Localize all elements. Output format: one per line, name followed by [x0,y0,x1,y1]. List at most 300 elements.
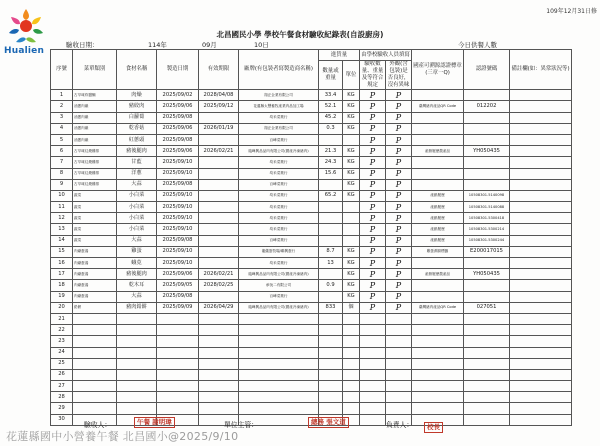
row-check-qty: P [360,101,386,112]
row-empty-cell [343,336,360,347]
row-origin: 產銷履歷 [412,190,464,201]
row-check-appearance: P [386,258,412,269]
row-origin [412,90,464,101]
date-label: 驗收日期： [66,41,99,49]
row-category: 鉛餅 [73,302,117,313]
row-mfg-date: 2025/09/10 [157,246,199,257]
table-row [51,369,572,380]
row-category: 蔬菜 [73,224,117,235]
row-qty: 8.7 [319,246,343,257]
table-row [51,134,572,145]
row-exp-date: 2026/02/21 [199,269,239,280]
table-row [51,258,572,269]
row-empty-cell [73,313,117,324]
row-exp-date [199,157,239,168]
row-exp-date [199,258,239,269]
table-row [51,246,572,257]
row-empty-cell [343,347,360,358]
row-empty-cell [386,381,412,392]
row-empty-cell [73,358,117,369]
row-note [510,269,572,280]
row-qty: 13 [319,258,343,269]
row-empty-cell [319,313,343,324]
row-cert [464,168,510,179]
row-empty-cell [239,336,319,347]
row-cert [464,134,510,145]
row-seq: 1 [51,90,73,101]
row-origin: 雞蛋溯源標籤 [412,246,464,257]
row-check-qty: P [360,235,386,246]
row-empty-cell [239,313,319,324]
row-ingredient: 乾香菇 [117,123,157,134]
row-check-qty: P [360,157,386,168]
row-unit: KG [343,269,360,280]
row-exp-date [199,168,239,179]
row-empty-cell [117,313,157,324]
row-origin: 產銷履歷 [412,224,464,235]
row-empty-cell [510,414,572,425]
row-ingredient: 雞蛋 [117,246,157,257]
row-empty-cell [510,392,572,403]
header-mfg-date: 製造日期 [157,50,199,90]
row-vendor: 均禾菜菓行 [239,202,319,213]
row-ingredient: 豬後腿肉 [117,146,157,157]
row-empty-cell [157,313,199,324]
row-empty-cell [239,403,319,414]
row-mfg-date: 2025/09/05 [157,280,199,291]
row-empty-cell [464,403,510,414]
row-empty-cell [117,392,157,403]
row-empty-cell [199,313,239,324]
table-row [51,213,572,224]
row-unit [343,213,360,224]
row-mfg-date: 2025/09/08 [157,134,199,145]
row-empty-cell [343,403,360,414]
row-empty-cell [239,358,319,369]
row-note [510,101,572,112]
row-empty-cell [157,347,199,358]
table-row [51,347,572,358]
row-check-appearance: P [386,190,412,201]
row-origin [412,134,464,145]
row-origin: 臺灣豬肉產品QR Code [412,101,464,112]
row-seq: 27 [51,381,73,392]
row-empty-cell [157,336,199,347]
row-seq: 9 [51,179,73,190]
row-ingredient: 小白菜 [117,202,157,213]
row-empty-cell [510,381,572,392]
table-row [51,325,572,336]
header-unit: 單位 [343,61,360,90]
header-origin: 國產可溯源認證標章(三章一Q) [412,50,464,90]
row-qty [319,202,343,213]
row-empty-cell [386,313,412,324]
row-vendor: 均禾菜菓行 [239,224,319,235]
row-category: 油蔥肉燥 [73,123,117,134]
table-row [51,269,572,280]
row-ingredient: 甘藍 [117,157,157,168]
row-seq: 23 [51,336,73,347]
row-empty-cell [343,325,360,336]
row-ingredient: 乾木耳 [117,280,157,291]
row-seq: 26 [51,369,73,380]
owner-seal: 校長 [424,422,443,433]
row-mfg-date: 2025/09/10 [157,213,199,224]
row-exp-date [199,179,239,190]
row-mfg-date: 2025/09/08 [157,291,199,302]
inspection-table [50,49,572,426]
row-ingredient: 肉燥 [117,90,157,101]
table-row [51,179,572,190]
row-check-qty: P [360,213,386,224]
row-empty-cell [239,325,319,336]
row-unit: KG [343,291,360,302]
row-unit: 個 [343,302,360,313]
table-row [51,392,572,403]
row-unit: KG [343,112,360,123]
row-vendor: 百峰菜菓行 [239,235,319,246]
table-row [51,403,572,414]
row-mfg-date: 2025/09/08 [157,112,199,123]
row-empty-cell [319,336,343,347]
row-vendor: 百峰菜菓行 [239,179,319,190]
row-exp-date [199,246,239,257]
row-exp-date: 2026/01/19 [199,123,239,134]
row-category: 肉燥蛋湯 [73,291,117,302]
row-vendor: 均禾菜菓行 [239,168,319,179]
row-category: 古早味紅燒雞排 [73,168,117,179]
row-empty-cell [199,369,239,380]
row-qty: 52.1 [319,101,343,112]
row-exp-date [199,224,239,235]
row-exp-date [199,213,239,224]
row-empty-cell [199,392,239,403]
table-row [51,168,572,179]
row-unit: KG [343,258,360,269]
row-empty-cell [199,381,239,392]
row-empty-cell [157,403,199,414]
header-inspect2: 外觀(含包裝)是否良好，沒有異味 [386,61,412,90]
row-ingredient: 蛾莧 [117,258,157,269]
row-note [510,258,572,269]
row-exp-date: 2025/09/12 [199,101,239,112]
row-cert: YH050435 [464,146,510,157]
table-row [51,101,572,112]
row-empty-cell [117,347,157,358]
row-check-appearance: P [386,302,412,313]
row-check-qty: P [360,258,386,269]
row-empty-cell [199,325,239,336]
row-empty-cell [412,403,464,414]
row-unit: KG [343,90,360,101]
row-empty-cell [73,381,117,392]
inspector-label: 驗收人： [84,421,112,429]
row-vendor: 均禾菜菓行 [239,112,319,123]
row-empty-cell [343,313,360,324]
row-note [510,123,572,134]
row-qty [319,134,343,145]
row-vendor: 百峰菜菓行 [239,134,319,145]
row-mfg-date: 2025/09/10 [157,168,199,179]
row-empty-cell [360,392,386,403]
row-qty: 45.2 [319,112,343,123]
table-row [51,112,572,123]
header-vendor: 廠牌(有包裝者寫製造商名稱) [239,50,319,90]
row-empty-cell [412,358,464,369]
table-row [51,313,572,324]
row-note [510,291,572,302]
row-origin [412,179,464,190]
row-empty-cell [73,325,117,336]
row-empty-cell [464,414,510,425]
row-check-qty: P [360,302,386,313]
row-empty-cell [73,369,117,380]
row-check-qty: P [360,123,386,134]
row-empty-cell [73,403,117,414]
row-empty-cell [343,381,360,392]
row-qty: 21.3 [319,146,343,157]
row-empty-cell [510,347,572,358]
row-category: 蔬菜 [73,213,117,224]
meal-count-label: 今日供餐人數 [458,41,497,49]
table-row [51,336,572,347]
row-category: 油蔥肉燥 [73,101,117,112]
row-check-qty: P [360,202,386,213]
row-note [510,134,572,145]
row-empty-cell [412,369,464,380]
row-check-appearance: P [386,202,412,213]
row-origin: 臺灣豬肉產品QR Code [412,302,464,313]
row-cert: 10508301.5140098 [464,190,510,201]
row-category: 古早味紅燒雞排 [73,179,117,190]
row-category: 肉燥蛋湯 [73,280,117,291]
row-vendor: 承悅二有限公司 [239,280,319,291]
row-empty-cell [319,347,343,358]
table-row [51,90,572,101]
row-cert: 10508301.5300418 [464,213,510,224]
row-origin: 產銷履歷 [412,235,464,246]
row-ingredient: 洋蔥 [117,168,157,179]
row-empty-cell [464,325,510,336]
row-note [510,157,572,168]
row-empty-cell [510,369,572,380]
row-qty: 65.2 [319,190,343,201]
table-row [51,280,572,291]
row-seq: 22 [51,325,73,336]
row-qty: 24.3 [319,157,343,168]
row-empty-cell [412,313,464,324]
row-vendor: 均禾菜菓行 [239,213,319,224]
row-exp-date [199,134,239,145]
row-unit: KG [343,280,360,291]
row-seq: 21 [51,313,73,324]
row-seq: 8 [51,168,73,179]
row-empty-cell [157,381,199,392]
row-unit: KG [343,179,360,190]
row-unit: KG [343,101,360,112]
supervisor-label: 單位主管： [224,421,258,429]
row-vendor: 臨峰興品品肉有限公司(國產冷凍豬肉) [239,269,319,280]
logo-text: Hualien [4,46,45,56]
row-empty-cell [199,358,239,369]
row-mfg-date: 2025/09/06 [157,269,199,280]
row-cert [464,112,510,123]
row-note [510,146,572,157]
row-seq: 17 [51,269,73,280]
row-cert [464,157,510,168]
row-empty-cell [319,369,343,380]
row-empty-cell [464,336,510,347]
row-check-appearance: P [386,112,412,123]
row-check-qty: P [360,224,386,235]
row-mfg-date: 2025/09/06 [157,123,199,134]
row-empty-cell [117,325,157,336]
row-empty-cell [239,347,319,358]
row-note [510,90,572,101]
row-seq: 6 [51,146,73,157]
row-vendor: 均禾菜菓行 [239,258,319,269]
row-unit [343,235,360,246]
table-row [51,157,572,168]
row-check-appearance: P [386,291,412,302]
row-origin [412,157,464,168]
header-inspect1: 驗收數量、重量及等符合規定 [360,61,386,90]
row-category: 肉燥蛋湯 [73,246,117,257]
row-vendor: 均禾菜菓行 [239,190,319,201]
row-check-qty: P [360,246,386,257]
row-note [510,168,572,179]
row-mfg-date: 2025/09/06 [157,146,199,157]
row-check-appearance: P [386,246,412,257]
table-row [51,358,572,369]
row-check-qty: P [360,112,386,123]
row-check-qty: P [360,280,386,291]
row-vendor: 臨峰興品品肉有限公司(國產冷凍豬肉) [239,302,319,313]
row-empty-cell [319,381,343,392]
row-ingredient: 白蘿蔔 [117,112,157,123]
row-qty [319,269,343,280]
row-origin [412,280,464,291]
table-row [51,190,572,201]
row-ingredient: 豬絞肉 [117,101,157,112]
row-seq: 18 [51,280,73,291]
date-year: 114年 [148,41,167,49]
row-empty-cell [464,347,510,358]
row-empty-cell [73,347,117,358]
supervisor-seal: 總務 張文道 [308,417,349,428]
row-empty-cell [412,392,464,403]
row-seq: 24 [51,347,73,358]
row-origin [412,123,464,134]
row-origin [412,112,464,123]
row-unit [343,224,360,235]
row-category: 油蔥肉燥 [73,112,117,123]
row-empty-cell [73,336,117,347]
row-empty-cell [464,392,510,403]
row-category: 肉燥蛋湯 [73,258,117,269]
row-unit: KG [343,123,360,134]
row-mfg-date: 2025/09/10 [157,224,199,235]
row-check-qty: P [360,90,386,101]
row-ingredient: 大蒜 [117,235,157,246]
row-check-appearance: P [386,179,412,190]
form-title: 北昌國民小學 學校午餐食材驗收紀錄表(自設廚房) [216,30,384,39]
date-month: 09月 [202,41,217,49]
row-vendor: 均禾菜菓行 [239,157,319,168]
row-ingredient: 紅蔥頭 [117,134,157,145]
row-empty-cell [464,369,510,380]
row-ingredient: 大蒜 [117,291,157,302]
row-vendor: 花蓮縣太豐畜牧產業肉品加工場 [239,101,319,112]
row-mfg-date: 2025/09/10 [157,157,199,168]
row-unit: KG [343,246,360,257]
row-vendor: 百峰菜菓行 [239,291,319,302]
row-check-appearance: P [386,280,412,291]
row-category: 蔬菜 [73,202,117,213]
row-empty-cell [319,392,343,403]
row-check-appearance: P [386,235,412,246]
row-check-qty: P [360,134,386,145]
row-seq: 20 [51,302,73,313]
row-empty-cell [386,325,412,336]
row-cert: 027051 [464,302,510,313]
row-vendor: 翔正企業有限公司 [239,123,319,134]
row-cert: 10508301.5300214 [464,224,510,235]
row-empty-cell [412,381,464,392]
row-seq: 12 [51,213,73,224]
row-mfg-date: 2025/09/06 [157,101,199,112]
table-row [51,123,572,134]
row-exp-date [199,202,239,213]
row-exp-date: 2026/04/29 [199,302,239,313]
row-empty-cell [239,381,319,392]
row-note [510,190,572,201]
row-cert [464,123,510,134]
header-cert: 認證號碼 [464,50,510,90]
row-seq: 10 [51,190,73,201]
table-row [51,381,572,392]
row-category: 蔬菜 [73,235,117,246]
row-empty-cell [157,392,199,403]
row-cert: E200017015 [464,246,510,257]
row-cert [464,280,510,291]
row-note [510,213,572,224]
row-empty-cell [239,392,319,403]
row-exp-date [199,235,239,246]
row-empty-cell [464,313,510,324]
row-empty-cell [319,325,343,336]
row-mfg-date: 2025/09/09 [157,302,199,313]
table-row [51,235,572,246]
table-row [51,224,572,235]
row-empty-cell [117,358,157,369]
row-category: 古早味紅燒雞排 [73,157,117,168]
row-note [510,224,572,235]
watermark: 花蓮縣國中小營養午餐 北昌國小@2025/9/10 [6,430,239,443]
row-empty-cell [73,392,117,403]
row-check-qty: P [360,179,386,190]
row-empty-cell [510,336,572,347]
row-exp-date [199,190,239,201]
row-cert [464,258,510,269]
row-seq: 13 [51,224,73,235]
row-note [510,280,572,291]
row-empty-cell [360,347,386,358]
row-note [510,179,572,190]
row-note [510,235,572,246]
row-empty-cell [412,325,464,336]
row-empty-cell [464,381,510,392]
